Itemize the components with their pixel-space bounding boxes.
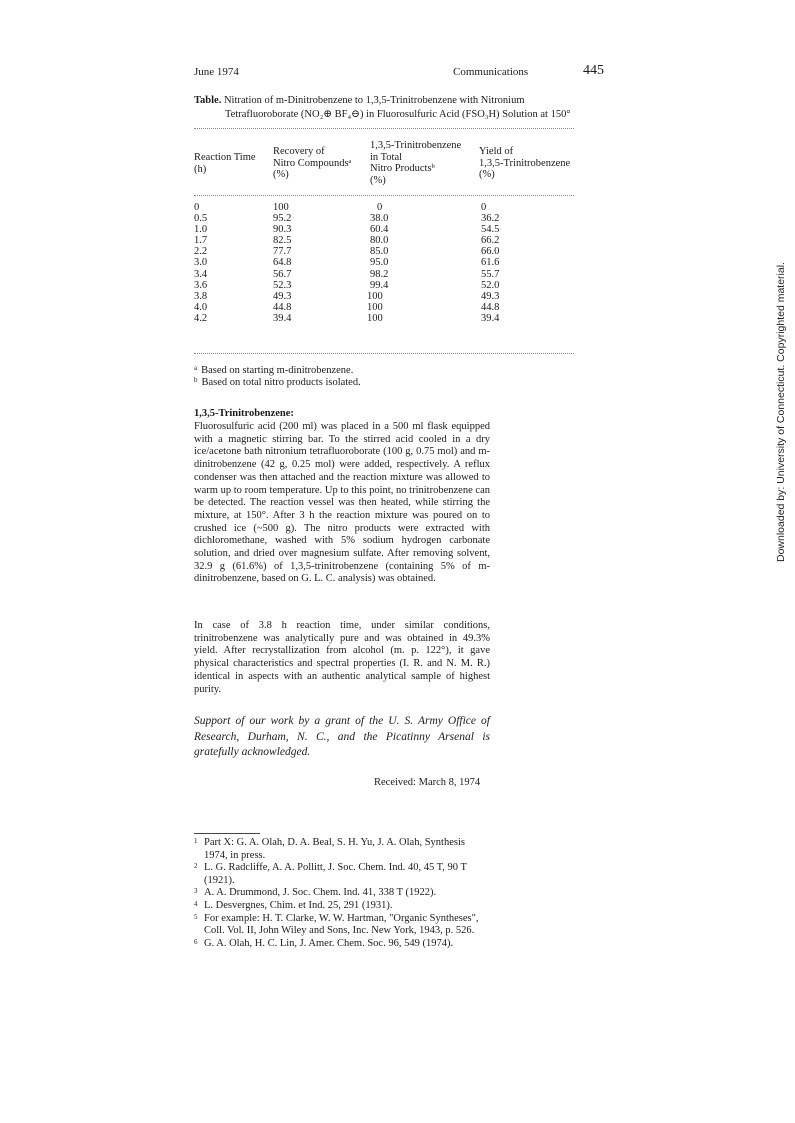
journal-page: June 1974 Communications 445 Table. Nitration of m-Dinitrobenzene to 1,3,5-Trinitrobenzene with Nitronium Tetrafluoroborate (NO₂⊕ BF₄⊖) in Fluorosulfuric Acid (FSO₃H) Solution at 150° Reaction Time (h) Recovery of Nitro Compoundsᵃ (%) 1,3,5-Trinitrobenzene in Total Nitro Productsᵇ (%) Yield of 1,3,5-Trinitrobenzene (%) 0 100 0 0 0.5 95.2 38.0 36.2 1.0 90.3 60.4 54.5 1.7 82.5 80.0 66.2 2.2 77.7 85.0 66.0 3.0 64.8 95.0 61.6 3.4 56.7 98.2 55.7 3.6 52.3 99.4 52.0 3.8 49.3 100 49.3 4.0 44.8 100 44.8 4.2 39.4 100 39.4 $^a$ Based on starting m-dinitrobenzene. $^b$ Based on total nitro products isolated. 1,3,5-Trinitrobenzene: Fluorosulfuric acid (200 ml) was placed in a 500 ml flask equipped with a magnetic stirring bar. To the stirred acid cooled in a dry ice/acetone bath nitronium tetrafluoroborate (100 g, 0.75 mol) and m-dinitrobenzene (42 g, 0.25 mol) were added, respectively. A reflux condenser was then attached and the reaction mixture was allowed to warm up to room temperature. Up to this point, no trinitrobenzene can be detected. The reaction vessel was then heated, while stirring the mixture, at 150°. After 3 h the reaction mixture was poured on to crushed ice (~500 g). The nitro products were extracted with dichloromethane, washed with 5% sodium hydrogen carbonate solution, and dried over magnesium sulfate. After removing solvent, 32.9 g (61.6%) of 1,3,5-trinitrobenzene (containing 5% of m-dinitrobenzene, based on G. L. C. analysis) was obtained. In case of 3.8 h reaction time, under similar conditions, trinitrobenzene was analytically pure and was obtained in 49.3% yield. After recrystallization from alcohol (m. p. 122°), it gave physical characteristics and spectral properties (I. R. and N. M. R.) identical in aspects with an authentic analytical sample of highest purity. Support of our work by a grant of the U. S. Army Office of Research, Durham, N. C., and the Picatinny Arsenal is gratefully acknowledged. Received: March 8, 1974 1 Part X: G. A. Olah, D. A. Beal, S. H. Yu, J. A. Olah, Synthesis 1974, in press. 2 L. G. Radcliffe, A. A. Pollitt, J. Soc. Chem. Ind. 40, 45 T, 90 T (1921). 3 A. A. Drummond, J. Soc. Chem. Ind. 41, 338 T (1922). 4 L. Desvergnes, Chim. et Ind. 25, 291 (1931). 5 For example: H. T. Clarke, W. W. Hartman, "Organic Syntheses", Coll. Vol. II, John Wiley and Sons, Inc. New York, 1943, p. 526. 6 G. A. Olah, H. C. Lin, J. Amer. Chem. Soc. 96, 549 (1974). Downloaded by: University of Connecticut. Copyrighted material. [194, 63, 787, 949]
procedure-paragraph: Fluorosulfuric acid (200 ml) was placed in a 500 ml flask equipped with a magnetic stirring bar. To the stirred acid cooled in a dry ice/acetone bath nitronium tetrafluoroborate (100 g, 0.75 mol) and m-dinitrobenzene (42 g, 0.25 mol) were added, respectively. A reflux condenser was then attached and the reaction mixture was allowed to warm up to room temperature. Up to this point, no trinitrobenzene can be detected. The reaction vessel was then heated, while stirring the mixture, at 150°. After 3 h the reaction mixture was poured on to crushed ice (~500 g). The nitro products were extracted with dichloromethane, washed with 5% sodium hydrogen carbonate solution, and dried over magnesium sulfate. After removing solvent, 32.9 g (61.6%) of 1,3,5-trinitrobenzene (containing 5% of m-dinitrobenzene, based on G. L. C. analysis) was obtained. [194, 421, 490, 585]
download-watermark: Downloaded by: University of Connecticut. Copyrighted material. [775, 262, 787, 562]
table-caption [194, 94, 599, 122]
reference-item: 5 For example: H. T. Clarke, W. W. Hartman, "Organic Syntheses", Coll. Vol. II, John Wiley and Sons, Inc. New York, 1943, p. 526. [194, 912, 479, 937]
result-paragraph: In case of 3.8 h reaction time, under similar conditions, trinitrobenzene was analytically pure and was obtained in 49.3% yield. After recrystallization from alcohol (m. p. 122°), it gave physical characteristics and spectral properties (I. R. and N. M. R.) identical in aspects with an authentic analytical sample of highest purity. [194, 620, 490, 695]
reference-item: 6 G. A. Olah, H. C. Lin, J. Amer. Chem. Soc. 96, 549 (1974). [194, 937, 454, 949]
acknowledgment: Support of our work by a grant of the U. S. Army Office of Research, Durham, N. C., and the Picatinny Arsenal is gratefully acknowledged. [194, 715, 490, 758]
header-section: Communications [453, 66, 529, 78]
page-number: 445 [583, 63, 604, 78]
received-date: Received: March 8, 1974 [374, 777, 481, 788]
reference-item: 4 L. Desvergnes, Chim. et Ind. 25, 291 (1931). [194, 899, 393, 911]
table-header-rule [194, 195, 574, 196]
table-caption-line2: Tetrafluoroborate (NO₂⊕ BF₄⊖) in Fluorosulfuric Acid (FSO₃H) Solution at 150° [225, 109, 571, 120]
section-title: 1,3,5-Trinitrobenzene: [194, 408, 294, 419]
table-caption-label: Table. [194, 95, 222, 106]
table-top-rule [194, 128, 574, 129]
table-footnote-b: $^b$ Based on total nitro products isolated. [194, 376, 361, 388]
header-date: June 1974 [194, 66, 239, 78]
reference-item: 3 A. A. Drummond, J. Soc. Chem. Ind. 41, 338 T (1922). [194, 887, 437, 899]
table-bottom-rule [194, 353, 574, 354]
col-header-reaction-time: Reaction Time (h) [194, 152, 256, 175]
references-list [194, 837, 490, 950]
reference-item: 2 L. G. Radcliffe, A. A. Pollitt, J. Soc. Chem. Ind. 40, 45 T, 90 T (1921). [194, 862, 467, 886]
col-header-recovery: Recovery of Nitro Compoundsᵃ (%) [273, 146, 352, 180]
reference-item: 1 Part X: G. A. Olah, D. A. Beal, S. H. Yu, J. A. Olah, Synthesis 1974, in press. [194, 837, 465, 861]
references-rule [194, 833, 260, 834]
table-footnote-a: $^a$ Based on starting m-dinitrobenzene. [194, 364, 354, 376]
table-caption-line1: Nitration of m-Dinitrobenzene to 1,3,5-Trinitrobenzene with Nitronium [223, 95, 525, 106]
col-header-tnb-in-total: 1,3,5-Trinitrobenzene in Total Nitro Productsᵇ (%) [370, 140, 462, 186]
col-header-yield: Yield of 1,3,5-Trinitrobenzene (%) [479, 146, 571, 180]
